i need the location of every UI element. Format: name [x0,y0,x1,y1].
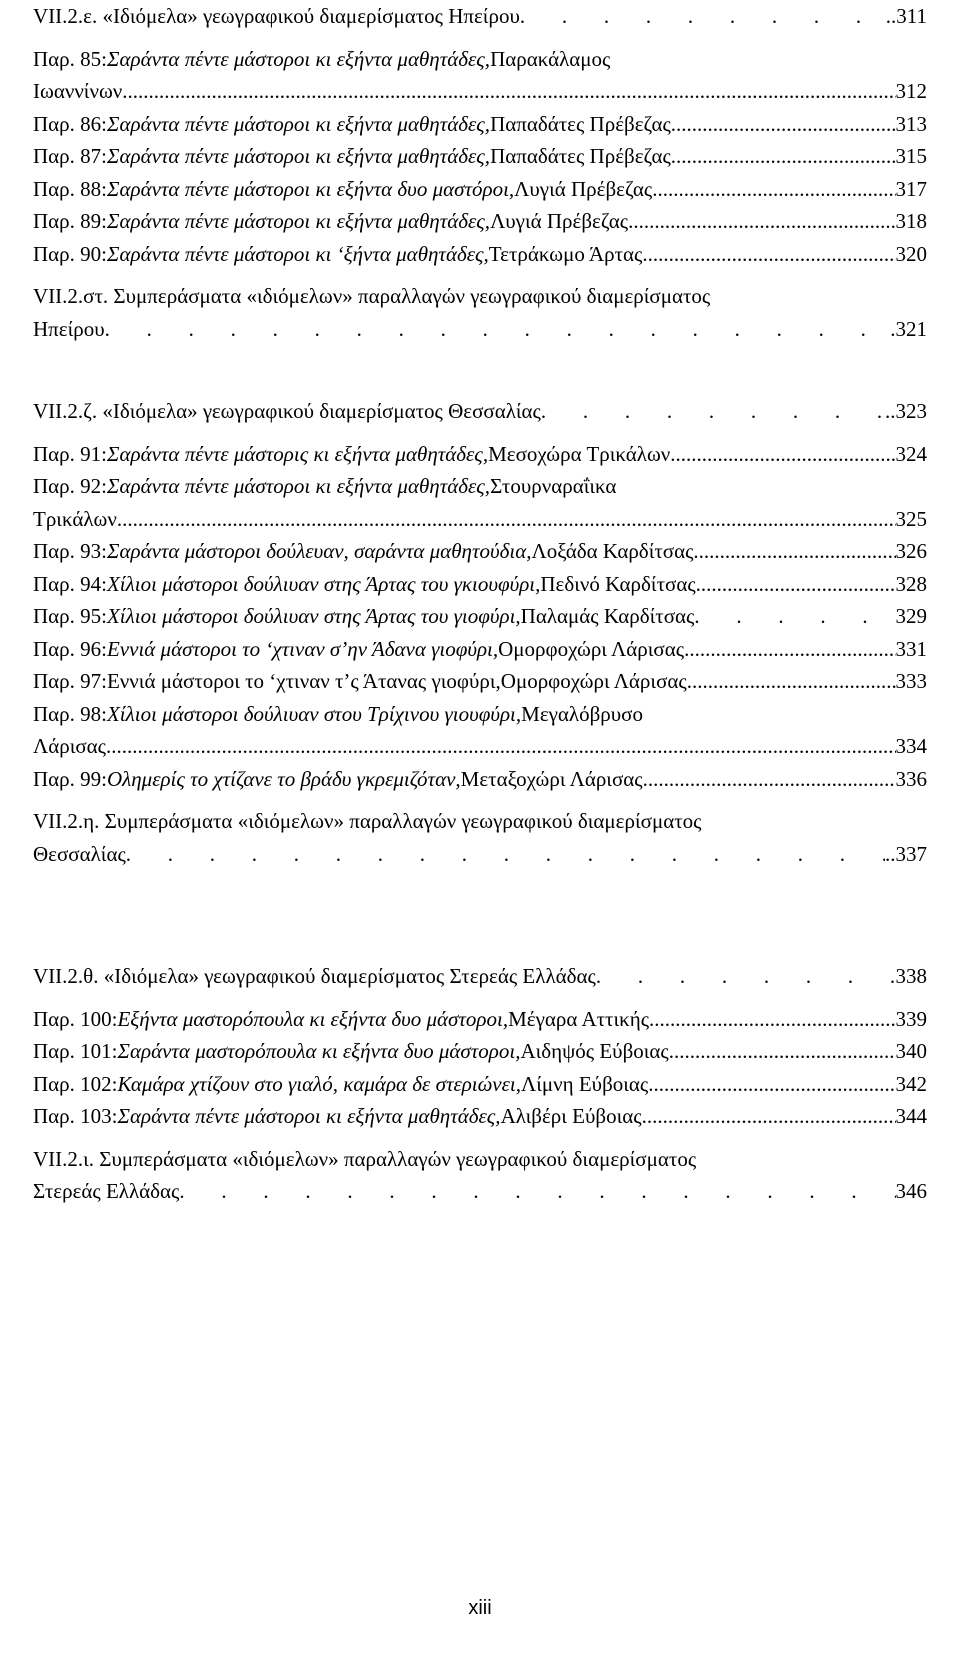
dot-leader [106,730,896,763]
dot-leader [520,0,886,33]
toc-entry [33,108,927,141]
dot-leader [179,1175,895,1208]
entry-prefix: Παρ. 85: [33,46,107,71]
entry-prefix: Παρ. 89: [33,209,107,233]
entry-place: Αλιβέρι Εύβοιας [500,1104,642,1128]
page-number: 339 [895,1006,927,1031]
toc-entry [33,568,927,601]
page-number: 324 [895,441,927,466]
page-number: 340 [895,1039,927,1063]
entry-prefix: Παρ. 103: [33,1104,118,1128]
toc-entry [33,698,927,731]
entry-title: Εννιά μάστοροι το ‘χτιναν σ’ην Άδανα γιοφύρι, [106,636,499,661]
toc-section [33,395,927,428]
entry-prefix: Παρ. 90: [33,241,107,266]
heading-text: VII.2.θ. «Ιδιόμελα» γεωγραφικού διαμερίσματος Στερεάς Ελλάδας [33,964,596,988]
entry-prefix: Παρ. 87: [33,144,107,168]
toc-entry [33,535,927,568]
entry-title: Σαράντα μαστορόπουλα κι εξήντα δυο μάστοροι, [117,1039,521,1063]
toc-entry [33,665,927,698]
dot-leader [628,205,895,238]
dot-leader [649,1003,895,1036]
dot-leader [117,503,896,536]
entry-place: Μεταξοχώρι Λάρισας [460,766,643,791]
dot-leader [669,1035,896,1068]
entry-title: Σαράντα μάστοροι δούλευαν, σαράντα μαθητούδια, [106,539,532,563]
entry-prefix: Παρ. 86: [33,111,107,136]
section-heading [33,960,927,993]
section-heading [33,280,927,313]
page-number: 342 [895,1071,927,1096]
entry-prefix: Παρ. 94: [33,571,107,596]
dot-leader [684,633,895,666]
entry-place: Παλαμάς Καρδίτσας [520,604,695,628]
entry-title: Εννιά μάστοροι το ‘χτιναν τ’ς Άτανας γιοφύρι, [106,669,501,693]
entry-prefix: Παρ. 99: [33,766,107,791]
entry-title: Χίλιοι μάστοροι δούλιυαν στου Τρίχινου γιουφύρι, [106,701,522,726]
heading-text: VII.2.στ. Συμπεράσματα «ιδιόμελων» παραλλαγών γεωγραφικού διαμερίσματος [33,284,711,308]
dot-leader [122,75,895,108]
toc-entry [33,140,927,173]
toc-entry [33,633,927,666]
page-number: 334 [895,734,927,758]
toc-section [33,0,927,33]
toc-entry [33,1100,927,1133]
toc-entry-continuation [33,503,927,536]
entry-prefix: Παρ. 98: [33,701,107,726]
entry-list [33,1003,927,1133]
page-number: ..337 [885,841,927,866]
entry-place: Μέγαρα Αττικής [508,1006,650,1031]
toc-entry [33,600,927,633]
entry-title: Εξήντα μαστορόπουλα κι εξήντα δυο μάστοροι, [117,1006,509,1031]
entry-prefix: Παρ. 93: [33,539,107,563]
entry-title: Χίλιοι μάστοροι δούλιυαν στης Άρτας του γιοφύρι, [106,604,521,628]
page-number: 320 [895,241,927,266]
page-number: 329 [895,604,927,628]
page-number: 313 [895,111,927,136]
toc-entry [33,1068,927,1101]
toc-entry-continuation [33,75,927,108]
dot-leader [541,395,885,428]
page-number: 344 [895,1104,927,1128]
toc-entry-continuation [33,730,927,763]
entry-prefix: Παρ. 96: [33,636,107,661]
page-number: ..323 [885,399,927,423]
toc-entry [33,438,927,471]
dot-leader [696,568,896,601]
entry-title: Σαράντα πέντε μάστοροι κι εξήντα μαθητάδες, [106,144,491,168]
toc-entry [33,173,927,206]
toc-entry [33,470,927,503]
section-heading [33,395,927,428]
entry-place: Ομορφοχώρι Λάρισας [498,636,685,661]
entry-prefix: Παρ. 101: [33,1039,118,1063]
dot-leader [694,600,895,633]
page-number: 326 [895,539,927,563]
entry-place: Παπαδάτες Πρέβεζας [490,144,671,168]
dot-leader [596,960,896,993]
entry-place: Λάρισας [33,734,106,758]
dot-leader [652,173,895,206]
page-number: ..311 [885,4,927,28]
entry-place: Ιωαννίνων [33,79,123,103]
page-number: 333 [895,669,927,693]
entry-prefix: Παρ. 102: [33,1071,118,1096]
page-number: 315 [895,144,927,168]
toc-entry [33,205,927,238]
entry-prefix: Παρ. 95: [33,604,107,628]
page-number: 317 [895,176,927,201]
entry-prefix: Παρ. 100: [33,1006,118,1031]
dot-leader [642,1100,896,1133]
entry-title: Σαράντα πέντε μάστοροι κι ‘ξήντα μαθητάδες, [106,241,489,266]
entry-title: Χίλιοι μάστοροι δούλιυαν στης Άρτας του γκιουφύρι, [106,571,541,596]
dot-leader [648,1068,895,1101]
page-number: 338 [895,964,927,988]
dot-leader [642,238,895,271]
heading-text: VII.2.ζ. «Ιδιόμελα» γεωγραφικού διαμερίσματος Θεσσαλίας [33,399,541,423]
section-heading [33,805,927,838]
page-number: 312 [895,79,927,103]
entry-place: Τρικάλων [33,506,117,531]
dot-leader [671,140,896,173]
entry-place: Τετράκωμο Άρτας [488,241,643,266]
entry-prefix: Παρ. 91: [33,441,107,466]
dot-leader [687,665,896,698]
dot-leader [126,838,885,871]
entry-place: Μεγαλόβρυσο [521,701,643,726]
entry-place: Λοξάδα Καρδίτσας [531,539,694,563]
dot-leader [105,313,891,346]
section-heading-continuation [33,313,927,346]
toc-entry [33,763,927,796]
section-heading [33,0,927,33]
entry-title: Σαράντα πέντε μάστορις κι εξήντα μαθητάδες, [106,441,489,466]
page-number: 346 [895,1179,927,1203]
entry-prefix: Παρ. 97: [33,669,107,693]
heading-text: VII.2.η. Συμπεράσματα «ιδιόμελων» παραλλαγών γεωγραφικού διαμερίσματος [33,809,702,833]
section-heading [33,1143,927,1176]
entry-prefix: Παρ. 92: [33,474,107,498]
entry-title: Σαράντα πέντε μάστοροι κι εξήντα δυο μαστόροι, [106,176,515,201]
entry-list [33,438,927,796]
entry-prefix: Παρ. 88: [33,176,107,201]
toc-entry [33,238,927,271]
page-number: 318 [895,209,927,233]
entry-place: Λίμνη Εύβοιας [520,1071,649,1096]
entry-title: Σαράντα πέντε μάστοροι κι εξήντα μαθητάδες, [106,111,491,136]
entry-place: Παρακάλαμος [490,46,611,71]
toc-entry [33,1035,927,1068]
toc-section [33,1143,927,1208]
toc-section [33,805,927,870]
dot-leader [643,763,896,796]
heading-text: VII.2.ι. Συμπεράσματα «ιδιόμελων» παραλλαγών γεωγραφικού διαμερίσματος [33,1146,697,1171]
toc-section [33,960,927,993]
entry-place: Λυγιά Πρέβεζας [490,209,629,233]
entry-title: Ολημερίς το χτίζανε το βράδυ γκρεμιζόταν, [106,766,461,791]
page-footer-number: xiii [468,1597,492,1619]
entry-title: Καμάρα χτίζουν στο γιαλό, καμάρα δε στεριώνει, [117,1071,521,1096]
page-number: 336 [895,766,927,791]
dot-leader [693,535,895,568]
dot-leader [670,438,895,471]
entry-place: Λυγιά Πρέβεζας [514,176,653,201]
dot-leader [671,108,896,141]
section-heading-continuation [33,1175,927,1208]
heading-text: Στερεάς Ελλάδας [33,1179,180,1203]
page-number: 328 [895,571,927,596]
toc-section [33,280,927,345]
section-heading-continuation [33,838,927,871]
toc-entry [33,43,927,76]
toc-entry [33,1003,927,1036]
entry-place: Παπαδάτες Πρέβεζας [490,111,671,136]
entry-title: Σαράντα πέντε μάστοροι κι εξήντα μαθητάδες, [106,46,491,71]
page-number: 325 [895,506,927,531]
entry-place: Μεσοχώρα Τρικάλων [488,441,671,466]
entry-title: Σαράντα πέντε μάστοροι κι εξήντα μαθητάδες, [106,209,491,233]
entry-place: Στουρναραΐικα [490,474,617,498]
page-number: .321 [890,316,927,341]
entry-place: Ομορφοχώρι Λάρισας [500,669,687,693]
heading-text: Θεσσαλίας [33,841,126,866]
page-number: 331 [895,636,927,661]
entry-list [33,43,927,271]
entry-title: Σαράντα πέντε μάστοροι κι εξήντα μαθητάδες, [106,474,491,498]
heading-text: VII.2.ε. «Ιδιόμελα» γεωγραφικού διαμερίσματος Ηπείρου [33,4,520,28]
heading-text: Ηπείρου [33,316,105,341]
entry-place: Αιδηψός Εύβοιας [520,1039,669,1063]
entry-place: Πεδινό Καρδίτσας [540,571,696,596]
entry-title: Σαράντα πέντε μάστοροι κι εξήντα μαθητάδες, [117,1104,501,1128]
toc-page [33,0,927,1655]
